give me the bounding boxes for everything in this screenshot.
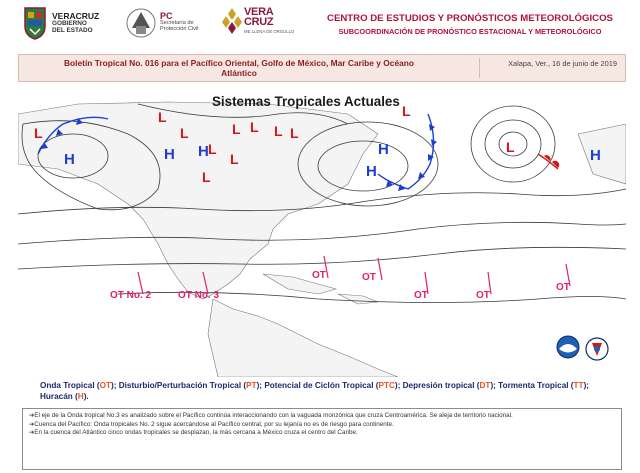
proteccion-civil-emblem-icon (126, 6, 156, 40)
tropical-wave-label: OT (476, 290, 490, 301)
pc-logo-line3: Protección Civil (160, 26, 199, 33)
vc-logo-line2: CRUZ (244, 16, 274, 28)
pc-logo-line2: Secretaría de (160, 19, 194, 26)
tropical-wave-label: OT (362, 272, 376, 283)
bulletin-title (19, 58, 459, 78)
high-pressure-label: H (164, 146, 175, 163)
tropical-wave-label: OT (556, 282, 570, 293)
high-pressure-label: H (378, 141, 389, 158)
pc-logo-line1: PC (160, 11, 173, 22)
legend-item-separator: ); (256, 381, 265, 390)
tropical-wave-label: OT (414, 290, 428, 301)
low-pressure-label: L (250, 119, 259, 135)
legend-item-abbr: H (77, 392, 84, 401)
noaa-logo-icon (557, 336, 579, 358)
legend-item-separator: ); (490, 381, 499, 390)
veracruz-logo-line1: VERACRUZ (52, 10, 100, 21)
legend-item-separator: ); (110, 381, 119, 390)
veracruz-brand-logo (222, 4, 294, 40)
legend-item-separator: ); (583, 381, 590, 390)
veracruz-brand-mark-icon (222, 4, 242, 40)
legend-item-separator: ); (394, 381, 403, 390)
veracruz-logo-line2: GOBIERNO (52, 19, 87, 27)
bar-divider (479, 58, 480, 78)
bulletin-bar (18, 54, 626, 82)
veracruz-government-logo (22, 6, 99, 40)
vc-logo-line3: ME LLENA DE ORGULLO (244, 29, 295, 34)
high-pressure-label: H (198, 143, 209, 160)
veracruz-seal-icon (22, 6, 48, 40)
low-pressure-label: L (506, 139, 515, 155)
legend-item-label: Huracán ( (40, 392, 78, 401)
vc-logo-line1: VERA (244, 6, 274, 18)
org-title-line2: SUBCOORDINACIÓN DE PRONÓSTICO ESTACIONAL Y METEOROLÓGICO (338, 27, 602, 36)
legend-item-abbr: PTC (378, 381, 395, 390)
org-title-line1: CENTRO DE ESTUDIOS Y PRONÓSTICOS METEOROLÓGICOS (327, 13, 613, 24)
note-atlantic: ➔En la cuenca del Atlántico cinco ondas tropicales se desplazan, la más cercana a México cruza el centro del Caribe. (29, 429, 358, 437)
tropical-wave-label: OT No. 3 (178, 290, 220, 301)
low-pressure-label: L (180, 125, 189, 141)
low-pressure-label: L (34, 125, 43, 141)
low-pressure-label: L (274, 123, 283, 139)
legend-item-separator: ). (83, 392, 89, 401)
legend-item-label: Depresión tropical ( (402, 381, 480, 390)
notes-box (22, 408, 622, 470)
legend-item-label: Onda Tropical ( (40, 381, 100, 390)
note-pacific: ➔Cuenca del Pacífico: Onda tropicales No. 2 sigue acercándose al Pacífico central, por su lejanía no es de riesgo para continente. (29, 420, 394, 428)
high-pressure-label: H (64, 151, 75, 168)
low-pressure-label: L (230, 151, 239, 167)
low-pressure-label: L (202, 169, 211, 185)
low-pressure-label: L (232, 121, 241, 137)
low-pressure-label: L (402, 103, 411, 119)
legend-item-label: Potencial de Ciclón Tropical ( (264, 381, 379, 390)
low-pressure-label: L (290, 125, 299, 141)
bulletin-date: Xalapa, Ver., 16 de junio de 2019 (508, 59, 617, 68)
bulletin-title-line1: Boletín Tropical No. 016 para el Pacífico Oriental, Golfo de México, Mar Caribe y Océano (64, 58, 414, 68)
note-ot3: ➔El eje de la Onda tropical No.3 es analizado sobre el Pacífico continúa interaccionando con la vaguada monzónica que cruza Centroamérica. Se aleja de territorio nacional. (29, 412, 513, 419)
map-canvas (18, 94, 626, 377)
legend-item-label: Disturbio/Perturbación Tropical ( (118, 381, 247, 390)
low-pressure-label: L (208, 141, 217, 157)
tropical-wave-label: OT (312, 270, 326, 281)
legend (40, 380, 620, 402)
map-title: Sistemas Tropicales Actuales (212, 94, 400, 109)
nws-logo-icon (586, 338, 608, 360)
high-pressure-label: H (366, 163, 377, 180)
proteccion-civil-logo (126, 6, 199, 40)
bulletin-title-line2: Atlántico (221, 68, 257, 78)
legend-item-label: Tormenta Tropical ( (498, 381, 574, 390)
legend-item-abbr: TT (573, 381, 584, 390)
legend-item-abbr: PT (246, 381, 257, 390)
high-pressure-label: H (590, 147, 601, 164)
veracruz-logo-line3: DEL ESTADO (52, 26, 93, 34)
legend-item-abbr: DT (479, 381, 491, 390)
page-header (0, 0, 640, 52)
tropical-wave-label: OT No. 2 (110, 290, 152, 301)
organization-title (315, 13, 625, 36)
surface-analysis-map (18, 94, 626, 377)
low-pressure-label: L (158, 109, 167, 125)
legend-item-abbr: OT (99, 381, 111, 390)
